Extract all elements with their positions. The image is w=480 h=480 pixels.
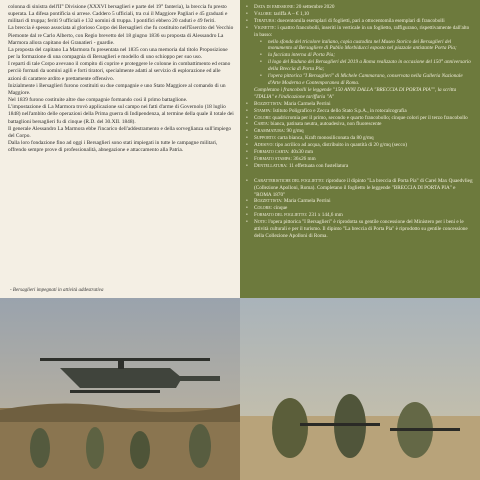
spec-item: • Formato del foglietto: 231 x 144,6 mm bbox=[246, 212, 343, 219]
photo-strip bbox=[0, 298, 480, 480]
spec-item: • Bozzettista: Maria Carmela Perrini bbox=[246, 198, 331, 205]
sub-item: • la facciata interna di Porta Pia; bbox=[260, 52, 335, 59]
spec-item: • Supporto: carta bianca, Kraft monosiliconata da 80 g/mq bbox=[246, 135, 374, 142]
photo-caption: - Bersaglieri impegnati in attività addestrativa bbox=[10, 288, 104, 293]
spec-item: • Tiratura: duecentomila esemplari di foglietti, pari a ottocentomila esemplari di francobolli bbox=[246, 17, 445, 24]
sub-item: • l'opera pittorica "I Bersaglieri" di Michele Cammarano, conservata nella Galleria Nazionale d'Arte Moderna e Contemporanea di Roma. bbox=[260, 73, 463, 86]
paragraph: Il generale Alessandro La Marmora ebbe l'incarico dell'addestramento e della sorveglianza sull'impiego del Corpo. bbox=[8, 125, 232, 139]
spec-item: • Colore: cinque bbox=[246, 205, 288, 212]
spec-item: • Dentellatura: 11 effettuata con fustellatura bbox=[246, 162, 349, 169]
paragraph: Nel 1839 furono costituite altre due compagnie formando così il primo battaglione. bbox=[8, 97, 188, 104]
sub-item: • nello sfondo del tricolore italiano, copia custodita nel Museo Storico dei Bersaglieri del monumento al Bersagliere di Publio Morbiducci esposto nel piazzale antistante Porta Pia; bbox=[260, 38, 457, 52]
spec-item: • Caratteristiche del foglietto: riproduce il dipinto "La breccia di Porta Pia" di Carel Max Quaedvlieg (Collezione Apolloni, Roma). Completano il foglietto le leggende "BRECCIA DI PORTA PIA" e "ROMA 1870" bbox=[246, 177, 473, 198]
specs-list bbox=[246, 4, 474, 240]
spec-item: • Adesivo: tipo acrilico ad acqua, distribuito in quantità di 20 g/mq (secco) bbox=[246, 142, 407, 149]
spec-item: • Carta: bianca, patinata neutra, autoadesiva, non fluorescente bbox=[246, 121, 382, 128]
spec-item: • Colori: quadricromia per il primo, secondo e quarto francobollo; cinque colori per il terzo francobollo bbox=[246, 114, 468, 121]
spec-item: • Grammatura: 90 g/mq bbox=[246, 128, 304, 135]
spec-item: • Formato stampa: 36x26 mm bbox=[246, 155, 316, 162]
spec-item: • Formato carta: 40x30 mm bbox=[246, 149, 314, 156]
spec-item: • Stampa: Istituto Poligrafico e Zecca dello Stato S.p.A., in rotocalcografia bbox=[246, 107, 407, 114]
spec-item: • Valore: tariffa A – € 1,10 bbox=[246, 10, 310, 17]
helicopter-photo-image bbox=[0, 298, 240, 480]
spec-item: • Data di emissione: 20 settembre 2020 bbox=[246, 4, 335, 10]
spec-item: • Note: l'opera pittorica "I Bersaglieri" è riprodotta su gentile concessione del Ministero per i beni e le attività culturali e per il turismo. Il dipinto "La breccia di Porta Pia" è riprodotto su gentile concessione della Collezione Apolloni di Roma. bbox=[246, 219, 468, 239]
article-text bbox=[8, 4, 234, 154]
soldiers-photo-image bbox=[240, 298, 480, 480]
paragraph: colonna di sinistra dell'II° Divisione (XXXVI bersaglieri e parte del 19° fanteria), la breccia fu presto superata. La difesa pontificia si arrese. Caddero 5 ufficiali, tra cui il Maggiore Pagliari e 45 graduati e militari di truppa; feriti 9 ufficiali e 132 uomini di truppa. I pontifici ebbero 20 caduti e 49 feriti. bbox=[8, 4, 228, 25]
paragraph: Dalla loro fondazione fino ad oggi i Bersaglieri sono stati impiegati in tutte le campagne militari, offrendo sempre prove di professionalità, abnegazione e attaccamento alla Patria. bbox=[8, 139, 218, 154]
paragraph: I reparti di tale Corpo avevano il compito di coprire e proteggere le colonne in combattimento ed erano perciò formati da uomini agili e forti tiratori, specialmente adatti al servizio di esplorazione ed alle azioni di carattere ardito e prettamente offensivo. bbox=[8, 61, 231, 82]
sub-note: Completano i francobolli le leggende "150 ANNI DALLA "BRECCIA DI PORTA PIA"", la scritta "ITALIA" e l'indicazione tariffaria "A" bbox=[254, 86, 457, 100]
photo-helicopter-training bbox=[0, 298, 240, 480]
paragraph: Inizialmente i Bersaglieri furono costituiti su due compagnie e uno Stato Maggiore al comando di un Maggiore. bbox=[8, 82, 226, 96]
paragraph: L'impostazione di La Marmora trovò applicazione sul campo nei fatti d'arme di Governolo (18 luglio 1848) nell'ambito delle operazioni della Prima guerra di Indipendenza, al termine della quale il totale dei battaglioni bersaglieri fu di cinque (R.D. del 30.XII. 1848). bbox=[8, 104, 234, 125]
spec-item: • Bozzettista: Maria Carmela Perrini bbox=[246, 100, 331, 107]
sub-item: • il logo del Raduno dei Bersaglieri del 2019 a Roma realizzato in occasione del 150° anniversario della Breccia di Porta Pia; bbox=[260, 59, 471, 73]
paragraph: La proposta del capitano La Marmora fu presentata nel 1835 con una memoria dal titolo Proposizione per la formazione di una compagnia di Bersaglieri e modello di uno schioppo per suo uso. bbox=[8, 46, 228, 61]
spec-item: • Vignette: i quattro francobolli, inseriti in verticale in un foglietto, raffigurano, rispettivamente dall'alto in basso: bbox=[246, 24, 470, 38]
photo-soldiers-field bbox=[240, 298, 480, 480]
paragraph: La breccia è spesso associata al glorioso Corpo dei Bersaglieri che fu costituito nell'Esercito del Vecchio Piemonte dal re Carlo Alberto, con Regio brevetto del 18 giugno 1836 su proposta di Alessandro La Marmora allora capitano dei Granatieri - guardie. bbox=[8, 25, 234, 46]
